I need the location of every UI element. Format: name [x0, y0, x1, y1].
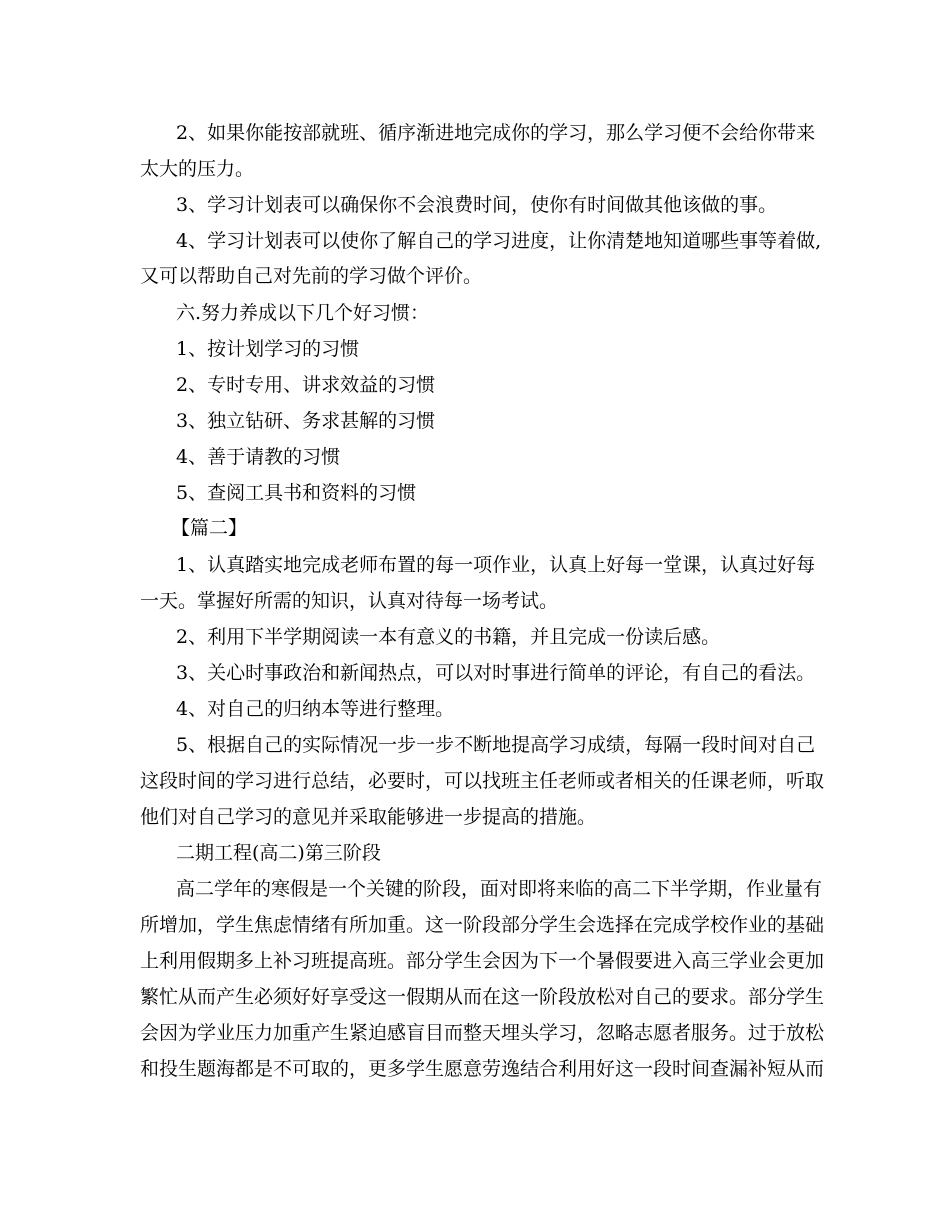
- text-line: 又可以帮助自己对先前的学习做个评价。: [140, 265, 483, 287]
- list-item: 2、专时专用、讲求效益的习惯: [176, 374, 436, 396]
- section-heading: 六.努力养成以下几个好习惯：: [176, 302, 430, 324]
- text-line: 3、学习计划表可以确保你不会浪费时间，使你有时间做其他该做的事。: [176, 194, 778, 216]
- text-line: 他们对自己学习的意见并采取能够进一步提高的措施。: [140, 806, 597, 828]
- text-line: 所增加，学生焦虑情绪有所加重。这一阶段部分学生会选择在完成学校作业的基础: [140, 914, 825, 936]
- text-line: 4、学习计划表可以使你了解自己的学习进度，让你清楚地知道哪些事等着做,: [176, 230, 822, 252]
- text-line: 3、关心时事政治和新闻热点，可以对时事进行简单的评论，有自己的看法。: [176, 662, 816, 684]
- text-line: 5、根据自己的实际情况一步一步不断地提高学习成绩，每隔一段时间对自己: [176, 734, 816, 756]
- text-line: 和投生题海都是不可取的，更多学生愿意劳逸结合利用好这一段时间查漏补短从而: [140, 1058, 825, 1080]
- text-line: 4、对自己的归纳本等进行整理。: [176, 698, 455, 720]
- text-line: 2、如果你能按部就班、循序渐进地完成你的学习，那么学习便不会给你带来: [176, 122, 816, 144]
- text-line: 繁忙从而产生必须好好享受这一假期从而在这一阶段放松对自己的要求。部分学生: [140, 986, 825, 1008]
- text-line: 会因为学业压力加重产生紧迫感盲目而整天埋头学习，忽略志愿者服务。过于放松: [140, 1022, 825, 1044]
- section-heading: 二期工程(高二)第三阶段: [176, 842, 381, 864]
- text-line: 太大的压力。: [140, 158, 255, 180]
- text-line: 一天。掌握好所需的知识，认真对待每一场考试。: [140, 590, 559, 612]
- list-item: 5、查阅工具书和资料的习惯: [176, 482, 417, 504]
- list-item: 3、独立钻研、务求甚解的习惯: [176, 410, 436, 432]
- text-line: 上利用假期多上补习班提高班。部分学生会因为下一个暑假要进入高三学业会更加: [140, 950, 825, 972]
- text-line: 高二学年的寒假是一个关键的阶段，面对即将来临的高二下半学期，作业量有: [176, 878, 823, 900]
- text-line: 这段时间的学习进行总结，必要时，可以找班主任老师或者相关的任课老师，听取: [140, 770, 825, 792]
- section-heading: 【篇二】: [171, 517, 248, 539]
- text-line: 1、认真踏实地完成老师布置的每一项作业，认真上好每一堂课，认真过好每: [176, 554, 816, 576]
- text-line: 2、利用下半学期阅读一本有意义的书籍，并且完成一份读后感。: [176, 626, 721, 648]
- list-item: 1、按计划学习的习惯: [176, 338, 360, 360]
- list-item: 4、善于请教的习惯: [176, 446, 341, 468]
